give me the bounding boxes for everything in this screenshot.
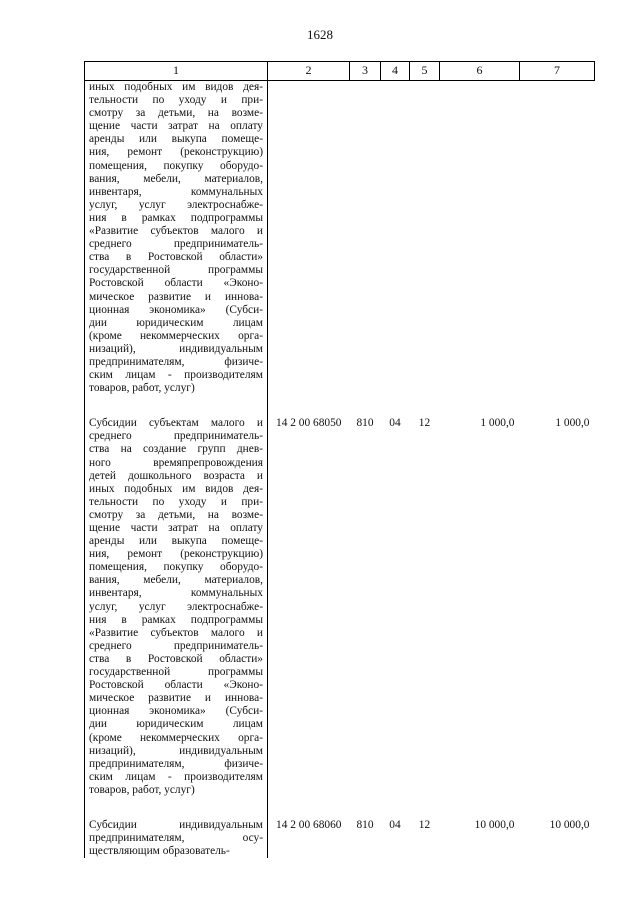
target-code: 14 2 00 68050: [276, 417, 342, 430]
table-row: [85, 417, 595, 797]
description-line: мическое развитие и иннова-: [89, 290, 263, 303]
description-line: помещения, покупку оборудо-: [89, 159, 263, 172]
description-line: государственной программы: [89, 264, 263, 277]
description-line: Субсидии субъектам малого и: [89, 417, 263, 430]
description-line: среднего предприниматель-: [89, 639, 263, 652]
subsection: [410, 81, 440, 396]
column-header: 1: [85, 62, 268, 81]
amount-year-1: 10 000,0: [474, 818, 515, 831]
column-header: 4: [381, 62, 410, 81]
description-line: «Развитие субъектов малого и: [89, 225, 263, 238]
description-line: ного времяпрепровождения: [89, 456, 263, 469]
description-line: инвентаря, коммунальных: [89, 587, 263, 600]
description-line: среднего предприниматель-: [89, 430, 263, 443]
description-line: низаций), индивидуальным: [89, 342, 263, 355]
description-line: ства в Ростовской области»: [89, 251, 263, 264]
row-description: [85, 417, 268, 797]
expense-type: 810: [356, 417, 374, 430]
table-row: [85, 819, 595, 858]
description-line: ским лицам - производителям: [89, 369, 263, 382]
description-line: ния в рамках подпрограммы: [89, 613, 263, 626]
subsection: 12: [418, 818, 431, 831]
table-body: [85, 81, 595, 859]
description-line: (кроме некоммерческих орга-: [89, 731, 263, 744]
description-line: предпринимателям, осу-: [89, 832, 263, 845]
description-line: дии юридическим лицам: [89, 316, 263, 329]
row-spacer: [85, 395, 595, 417]
column-header: 5: [410, 62, 440, 81]
amount-year-1: [440, 81, 520, 396]
description-line: детей дошкольного возраста и: [89, 469, 263, 482]
description-line: среднего предприниматель-: [89, 238, 263, 251]
description-line: смотру за детьми, на возме-: [89, 107, 263, 120]
row-description: [85, 819, 268, 858]
description-line: ционная экономика» (Субси-: [89, 303, 263, 316]
description-line: щение части затрат на оплату: [89, 120, 263, 133]
page-number: 1628: [307, 27, 333, 42]
description-line: предпринимателям, физиче-: [89, 355, 263, 368]
description-line: ства на создание групп днев-: [89, 443, 263, 456]
amount-year-2: 10 000,0: [549, 818, 590, 831]
subsection: 12: [418, 417, 431, 430]
amount-year-1: 1 000,0: [480, 417, 515, 430]
description-line: аренды или выкупа помеще-: [89, 535, 263, 548]
section: 04: [389, 818, 401, 831]
header-row: [85, 62, 595, 81]
description-line: аренды или выкупа помеще-: [89, 133, 263, 146]
description-line: ским лицам - производителям: [89, 770, 263, 783]
description-line: иных подобных им видов дея-: [89, 482, 263, 495]
expense-type: 810: [356, 818, 374, 831]
target-code: 14 2 00 68060: [276, 818, 342, 831]
table-row: [85, 81, 595, 396]
target-code: [268, 81, 350, 396]
description-line: смотру за детьми, на возме-: [89, 508, 263, 521]
description-line: помещения, покупку оборудо-: [89, 561, 263, 574]
description-line: товаров, работ, услуг): [89, 382, 195, 395]
description-line: Ростовской области «Эконо-: [89, 277, 263, 290]
description-line: вания, мебели, материалов,: [89, 172, 263, 185]
expense-type: [350, 81, 381, 396]
description-line: услуг, услуг электроснабже-: [89, 198, 263, 211]
amount-year-2: [520, 81, 595, 396]
description-line: товаров, работ, услуг): [89, 783, 195, 796]
description-line: низаций), индивидуальным: [89, 744, 263, 757]
section: 04: [389, 417, 401, 430]
description-line: ния, ремонт (реконструкцию): [89, 146, 263, 159]
description-line: ния в рамках подпрограммы: [89, 211, 263, 224]
description-line: мическое развитие и иннова-: [89, 692, 263, 705]
description-line: ционная экономика» (Субси-: [89, 705, 263, 718]
description-line: услуг, услуг электроснабже-: [89, 600, 263, 613]
budget-table: [84, 61, 595, 858]
description-line: государственной программы: [89, 666, 263, 679]
description-line: предпринимателям, физиче-: [89, 757, 263, 770]
description-line: вания, мебели, материалов,: [89, 574, 263, 587]
description-line: «Развитие субъектов малого и: [89, 626, 263, 639]
description-line: щение части затрат на оплату: [89, 522, 263, 534]
description-line: ния, ремонт (реконструкцию): [89, 548, 263, 561]
description-line: тельности по уходу и при-: [89, 495, 263, 508]
column-header: 2: [268, 62, 350, 81]
description-line: Ростовской области «Эконо-: [89, 679, 263, 692]
description-line: тельности по уходу и при-: [89, 94, 263, 107]
description-line: Субсидии индивидуальным: [89, 818, 263, 831]
section: [381, 81, 410, 396]
description-line: ществляющим образователь-: [89, 845, 230, 858]
description-line: ства в Ростовской области»: [89, 652, 263, 665]
row-spacer: [85, 797, 595, 819]
column-header: 6: [440, 62, 520, 81]
description-line: (кроме некоммерческих орга-: [89, 329, 263, 342]
description-line: иных подобных им видов дея-: [89, 81, 263, 93]
row-description: [85, 81, 268, 396]
amount-year-2: 1 000,0: [555, 417, 590, 430]
column-header: 7: [520, 62, 595, 81]
column-header: 3: [350, 62, 381, 81]
description-line: дии юридическим лицам: [89, 718, 263, 731]
description-line: инвентаря, коммунальных: [89, 185, 263, 198]
